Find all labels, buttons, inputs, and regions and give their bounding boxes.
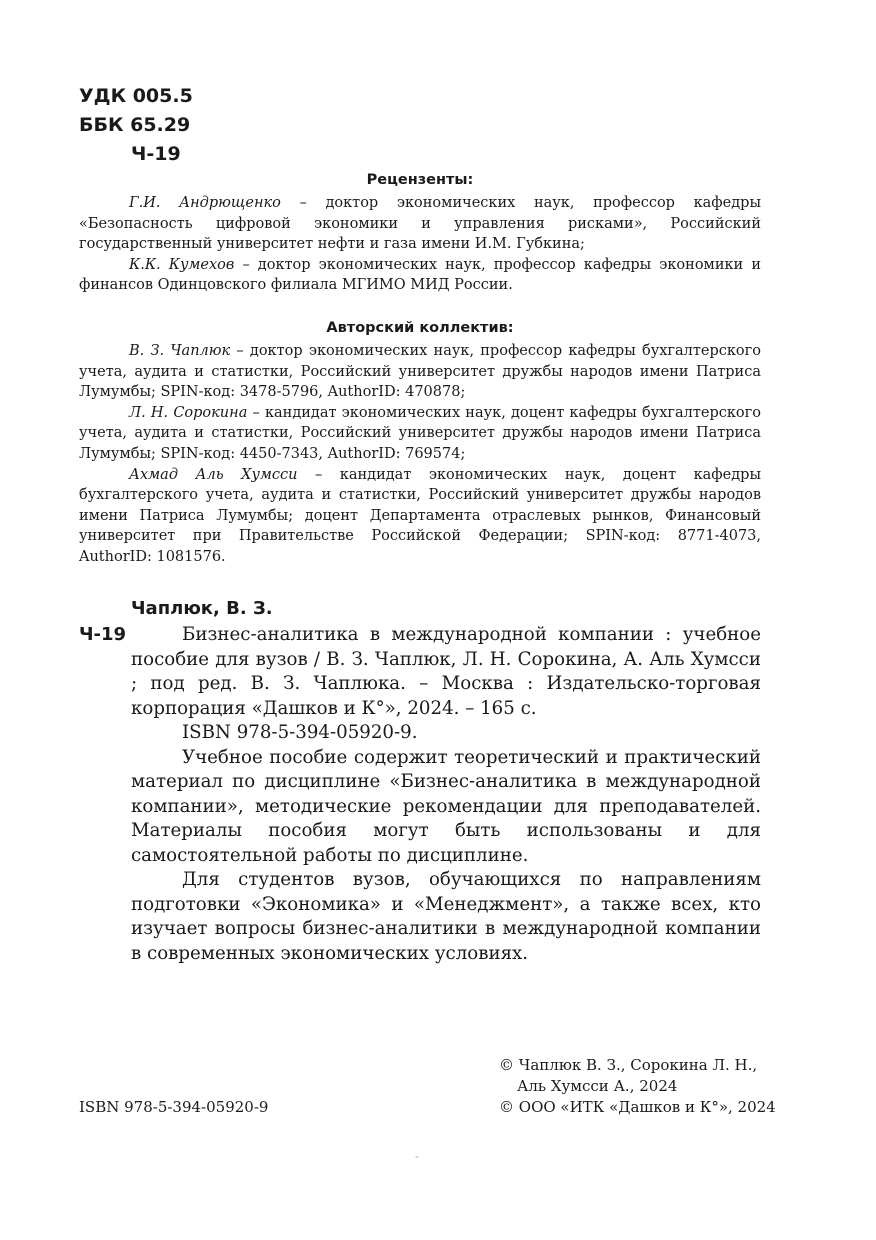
bbk-code: ББК 65.29 (79, 114, 191, 136)
authors-heading: Авторский коллектив: (326, 320, 514, 336)
copyright-line: © Чаплюк В. З., Сорокина Л. Н., (499, 1056, 758, 1074)
author-entry (79, 465, 761, 568)
copyright-block (499, 1055, 776, 1118)
author-text: – кандидат экономических наук, доцент кафедры бухгалтерского учета, аудита и статистки, Российский университет дружбы народов имени Патриса Лумумбы; SPIN-код: 4450-7343, AuthorID: 769574; (79, 404, 761, 462)
author-entry (79, 403, 761, 465)
author-sign: Ч-19 (131, 143, 181, 165)
reviewers-heading: Рецензенты: (366, 172, 474, 188)
isbn-footer: ISBN 978-5-394-05920-9 (79, 1098, 269, 1116)
reviewer-text: – доктор экономических наук, профессор кафедры экономики и финансов Одинцовского филиала МГИМО МИД России. (79, 256, 761, 294)
udk-code: УДК 005.5 (79, 85, 193, 107)
reviewer-name: К.К. Кумехов (129, 256, 235, 273)
copyright-line: Аль Хумсси А., 2024 (517, 1077, 678, 1095)
annotation-paragraph: Для студентов вузов, обучающихся по направлениям подготовки «Экономика» и «Менеджмент», а также всех, кто изучает вопросы бизнес-аналитики в международной компании в современных экономических условиях. (131, 869, 761, 964)
author-text: – доктор экономических наук, профессор кафедры бухгалтерского учета, аудита и статистки, Российский университет дружбы народов имени Патриса Лумумбы; SPIN-код: 3478-5796, AuthorID: 470878; (79, 343, 761, 401)
bibliographic-description: Бизнес-аналитика в международной компании : учебное пособие для вузов / В. З. Чаплюк, Л. Н. Сорокина, А. Аль Хумсси ; под ред. В. З. Чаплюка. – Москва : Издательско-торговая корпорация «Дашков и К°», 2024. – 165 с. (131, 624, 761, 719)
authors-list (79, 341, 761, 568)
reviewer-name: Г.И. Андрющенко (129, 195, 281, 211)
bibliographic-record (131, 623, 761, 966)
isbn-line: ISBN 978-5-394-05920-9. (182, 722, 418, 743)
bibliographic-author: Чаплюк, В. З. (131, 598, 273, 619)
reviewers-list (79, 193, 761, 296)
author-text: – кандидат экономических наук, доцент кафедры бухгалтерского учета, аудита и статистки, Российский университет дружбы народов имени Патриса Лумумбы; доцент Департамента отраслевых рынков, Финансовый университет при Правительстве Российской Федерации; SPIN-код: 8771-4073, AuthorID: 1081576. (79, 466, 761, 565)
annotation-paragraph: Учебное пособие содержит теоретический и практический материал по дисциплине «Бизнес-аналитика в международной компании», методические рекомендации для преподавателей. Материалы пособия могут быть использованы и для самостоятельной работы по дисциплине. (131, 746, 761, 866)
reviewer-text: – доктор экономических наук, профессор кафедры «Безопасность цифровой экономики и управления рисками», Российский государственный университет нефти и газа имени И.М. Губкина; (79, 195, 761, 253)
reviewer-entry (79, 255, 761, 296)
bibliographic-code: Ч-19 (79, 624, 127, 645)
page-mark: - (415, 1150, 419, 1163)
copyright-line: © ООО «ИТК «Дашков и К°», 2024 (499, 1098, 776, 1116)
reviewer-entry (79, 193, 761, 255)
author-name: Л. Н. Сорокина (129, 404, 248, 421)
author-name: Ахмад Аль Хумсси (129, 466, 298, 483)
author-entry (79, 341, 761, 403)
author-name: В. З. Чаплюк (129, 343, 231, 359)
